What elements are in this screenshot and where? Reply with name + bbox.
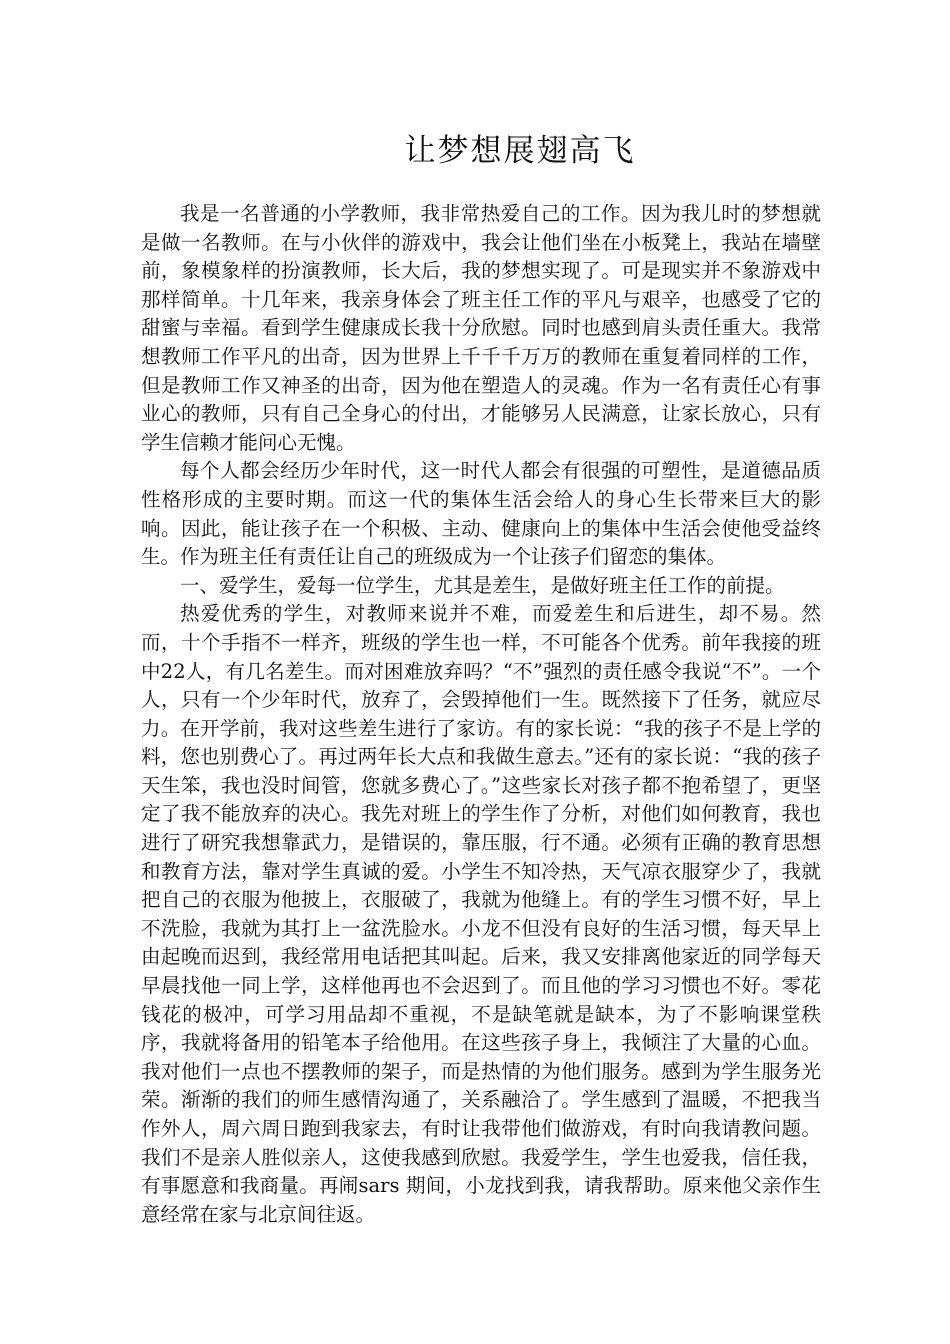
paragraph-childhood: 每个人都会经历少年时代，这一时代人都会有很强的可塑性，是道德品质性格形成的主要时期。而这一代的集体生活会给人的身心生长带来巨大的影响。因此，能让孩子在一个积极、主动、健康向上的集体中生活会使他受益终生。作为班主任有责任让自己的班级成为一个让孩子们留恋的集体。 (141, 459, 821, 569)
document-title: 让梦想展翅高飞 (404, 133, 636, 169)
paragraph-intro: 我是一名普通的小学教师，我非常热爱自己的工作。因为我儿时的梦想就是做一名教师。在与小伙伴的游戏中，我会让他们坐在小板凳上，我站在墙壁前，象模象样的扮演教师，长大后，我的梦想实现了。可是现实并不象游戏中那样简单。十几年来，我亲身体会了班主任工作的平凡与艰辛，也感受了它的甜蜜与幸福。看到学生健康成长我十分欣慰。同时也感到肩头责任重大。我常想教师工作平凡的出奇，因为世界上千千千万万的教师在重复着同样的工作，但是教师工作又神圣的出奇，因为他在塑造人的灵魂。作为一名有责任心有事业心的教师，只有自己全身心的付出，才能够另人民满意，让家长放心，只有学生信赖才能问心无愧。 (141, 202, 821, 454)
section-heading-1: 一、爱学生，爱每一位学生，尤其是差生，是做好班主任工作的前提。 (180, 573, 785, 597)
document-body (141, 200, 821, 1229)
paragraph-love-students: 热爱优秀的学生，对教师来说并不难，而爱差生和后进生，却不易。然而，十个手指不一样齐，班级的学生也一样，不可能各个优秀。前年我接的班中22人，有几名差生。而对困难放弃吗？“不”强烈的责任感令我说“不”。一个人，只有一个少年时代，放弃了，会毁掉他们一生。既然接下了任务，就应尽力。在开学前，我对这些差生进行了家访。有的家长说：“我的孩子不是上学的料，您也别费心了。再过两年长大点和我做生意去。”还有的家长说：“我的孩子天生笨，我也没时间管，您就多费心了。”这些家长对孩子都不抱希望了，更坚定了我不能放弃的决心。我先对班上的学生作了分析，对他们如何教育，我也进行了研究我想靠武力，是错误的，靠压服，行不通。必须有正确的教育思想和教育方法，靠对学生真诚的爱。小学生不知冷热，天气凉衣服穿少了，我就把自己的衣服为他披上，衣服破了，我就为他缝上。有的学生习惯不好，早上不洗脸，我就为其打上一盆洗脸水。小龙不但没有良好的生活习惯，每天早上由起晚而迟到，我经常用电话把其叫起。后来，我又安排离他家近的同学每天早晨找他一同上学，这样他再也不会迟到了。而且他的学习习惯也不好。零花钱花的极冲，可学习用品却不重视，不是缺笔就是缺本，为了不影响课堂秩序，我就将备用的铅笔本子给他用。在这些孩子身上，我倾注了大量的心血。我对他们一点也不摆教师的架子，而是热情的为他们服务。感到为学生服务光荣。渐渐的我们的师生感情沟通了，关系融洽了。学生感到了温暖，不把我当作外人，周六周日跑到我家去，有时让我带他们做游戏，有时向我请教问题。我们不是亲人胜似亲人，这使我感到欣慰。我爱学生，学生也爱我，信任我，有事愿意和我商量。再闹sars 期间，小龙找到我，请我帮助。原来他父亲作生意经常在家与北京间往返。 (141, 602, 821, 1226)
